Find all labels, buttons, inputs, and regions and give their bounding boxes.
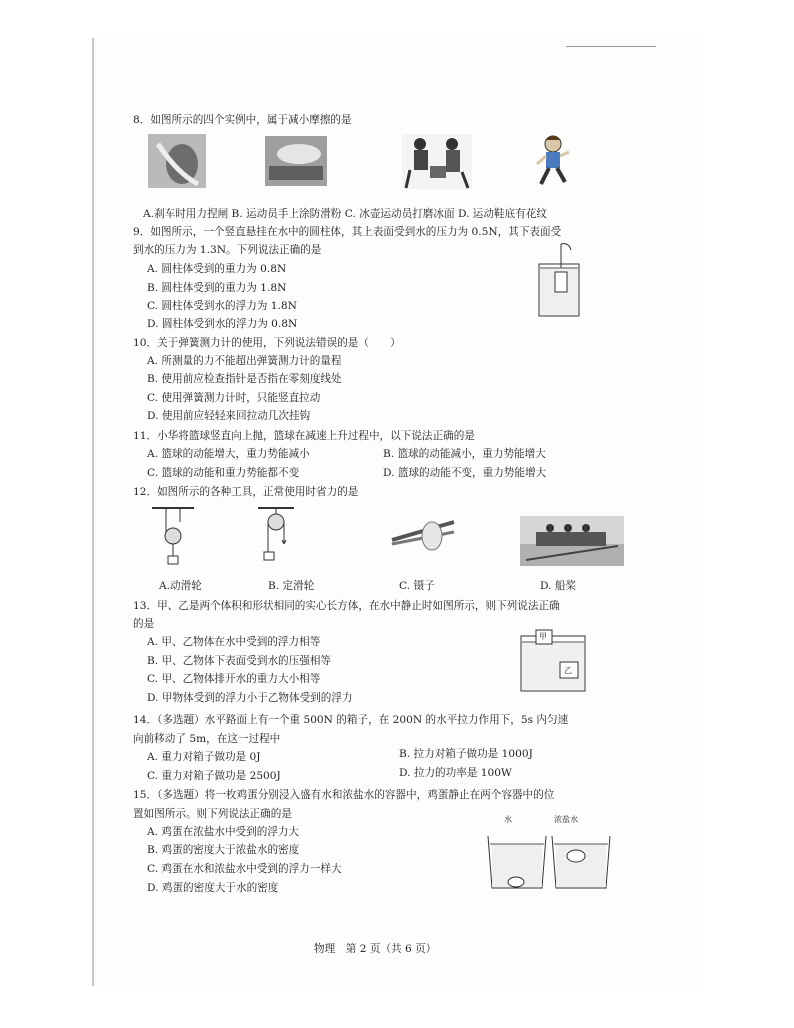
q14-option-b: B. 拉力对箱子做功是 1000J — [399, 748, 533, 760]
q13-option-a: A. 甲、乙物体在水中受到的浮力相等 — [147, 636, 321, 648]
q13-stem-line2: 的是 — [133, 618, 155, 630]
q15-option-a: A. 鸡蛋在浓盐水中受到的浮力大 — [147, 826, 300, 838]
q12-movable-pulley-figure — [150, 504, 196, 568]
q10-option-d: D. 使用前应轻轻来回拉动几次挂钩 — [147, 410, 311, 422]
brake-image — [148, 134, 206, 188]
q9-stem-line1: 9．如图所示，一个竖直悬挂在水中的圆柱体，其上表面受到水的压力为 0.5N，其下表面受 — [133, 226, 562, 238]
q13-option-b: B. 甲、乙物体下表面受到水的压强相等 — [147, 655, 332, 667]
page-binding-edge — [92, 38, 94, 986]
q8-photo-chalk-hands — [265, 136, 327, 186]
q10-option-b: B. 使用前应检查指针是否指在零刻度线处 — [147, 373, 342, 385]
q13-option-d: D. 甲物体受到的浮力小于乙物体受到的浮力 — [147, 692, 353, 704]
q13-stem-line1: 13．甲、乙是两个体积和形状相同的实心长方体，在水中静止时如图所示，则下列说法正确 — [133, 600, 560, 612]
block-yi-label: 乙 — [564, 666, 572, 675]
q11-option-c: C. 篮球的动能和重力势能都不变 — [147, 467, 300, 479]
q12-fixed-pulley-figure — [256, 504, 296, 568]
header-rule — [566, 46, 656, 47]
q9-option-d: D. 圆柱体受到水的浮力为 0.8N — [147, 318, 298, 330]
q12-tweezers-figure — [388, 510, 460, 558]
brine-label: 浓盐水 — [554, 815, 578, 824]
q9-stem-line2: 到水的压力为 1.3N。下列说法正确的是 — [133, 244, 322, 256]
q14-option-d: D. 拉力的功率是 100W — [399, 767, 512, 779]
q8-photo-curling — [402, 134, 472, 189]
q14-stem-line2: 向前移动了 5m，在这一过程中 — [133, 733, 281, 745]
q8-photo-running-boy — [533, 134, 573, 190]
containers-drawing — [486, 826, 626, 892]
q11-option-d: D. 篮球的动能不变，重力势能增大 — [383, 467, 547, 479]
q12-option-d: D. 船桨 — [540, 580, 577, 592]
q10-option-a: A. 所测量的力不能超出弹簧测力计的量程 — [147, 355, 342, 367]
q14-option-a: A. 重力对箱子做功是 0J — [147, 751, 261, 763]
q13-blocks-in-water-figure — [520, 628, 586, 692]
q8-options: A.刹车时用力捏闸 B. 运动员手上涂防滑粉 C. 冰壶运动员打磨冰面 D. 运动鞋底有花纹 — [143, 208, 547, 220]
q15-stem-line2: 置如图所示。则下列说法正确的是 — [133, 808, 292, 820]
q9-option-c: C. 圆柱体受到水的浮力为 1.8N — [147, 300, 297, 312]
q12-stem: 12．如图所示的各种工具，正常使用时省力的是 — [133, 486, 359, 498]
q11-stem: 11．小华将篮球竖直向上抛，篮球在减速上升过程中，以下说法正确的是 — [133, 430, 475, 442]
q10-stem: 10．关于弹簧测力计的使用，下列说法错误的是（ ） — [133, 337, 401, 349]
q12-option-a: A.动滑轮 — [159, 580, 202, 592]
q10-option-c: C. 使用弹簧测力计时，只能竖直拉动 — [147, 392, 321, 404]
page-footer: 物理 第 2 页（共 6 页） — [314, 943, 437, 955]
q9-option-a: A. 圆柱体受到的重力为 0.8N — [147, 263, 287, 275]
q9-cylinder-beaker-figure — [533, 242, 583, 320]
q8-photo-brake — [148, 134, 206, 188]
q8-stem: 8．如图所示的四个实例中，属于减小摩擦的是 — [133, 114, 352, 126]
q14-option-c: C. 重力对箱子做功是 2500J — [147, 770, 281, 782]
q15-option-b: B. 鸡蛋的密度大于浓盐水的密度 — [147, 844, 300, 856]
q14-stem-line1: 14．（多选题）水平路面上有一个重 500N 的箱子，在 200N 的水平拉力作用下，5s 内匀速 — [133, 714, 569, 726]
container-drawing — [520, 628, 586, 692]
q12-option-b: B. 定滑轮 — [268, 580, 315, 592]
q15-option-c: C. 鸡蛋在水和浓盐水中受到的浮力一样大 — [147, 863, 342, 875]
q9-option-b: B. 圆柱体受到的重力为 1.8N — [147, 282, 287, 294]
q15-option-d: D. 鸡蛋的密度大于水的密度 — [147, 882, 279, 894]
block-jia-label: 甲 — [539, 632, 547, 641]
q12-option-c: C. 镊子 — [399, 580, 435, 592]
q11-option-a: A. 篮球的动能增大，重力势能减小 — [147, 448, 310, 460]
running-boy-image — [533, 134, 573, 190]
water-label: 水 — [504, 815, 512, 824]
q11-option-b: B. 篮球的动能减小，重力势能增大 — [383, 448, 546, 460]
q15-stem-line1: 15．（多选题）将一枚鸡蛋分别浸入盛有水和浓盐水的容器中，鸡蛋静止在两个容器中的位 — [133, 789, 555, 801]
q15-egg-containers-figure — [486, 814, 626, 892]
q13-option-c: C. 甲、乙物体排开水的重力大小相等 — [147, 673, 321, 685]
chalk-hands-image — [265, 136, 327, 186]
curling-image — [402, 134, 472, 189]
q12-oar-photo — [520, 516, 624, 566]
